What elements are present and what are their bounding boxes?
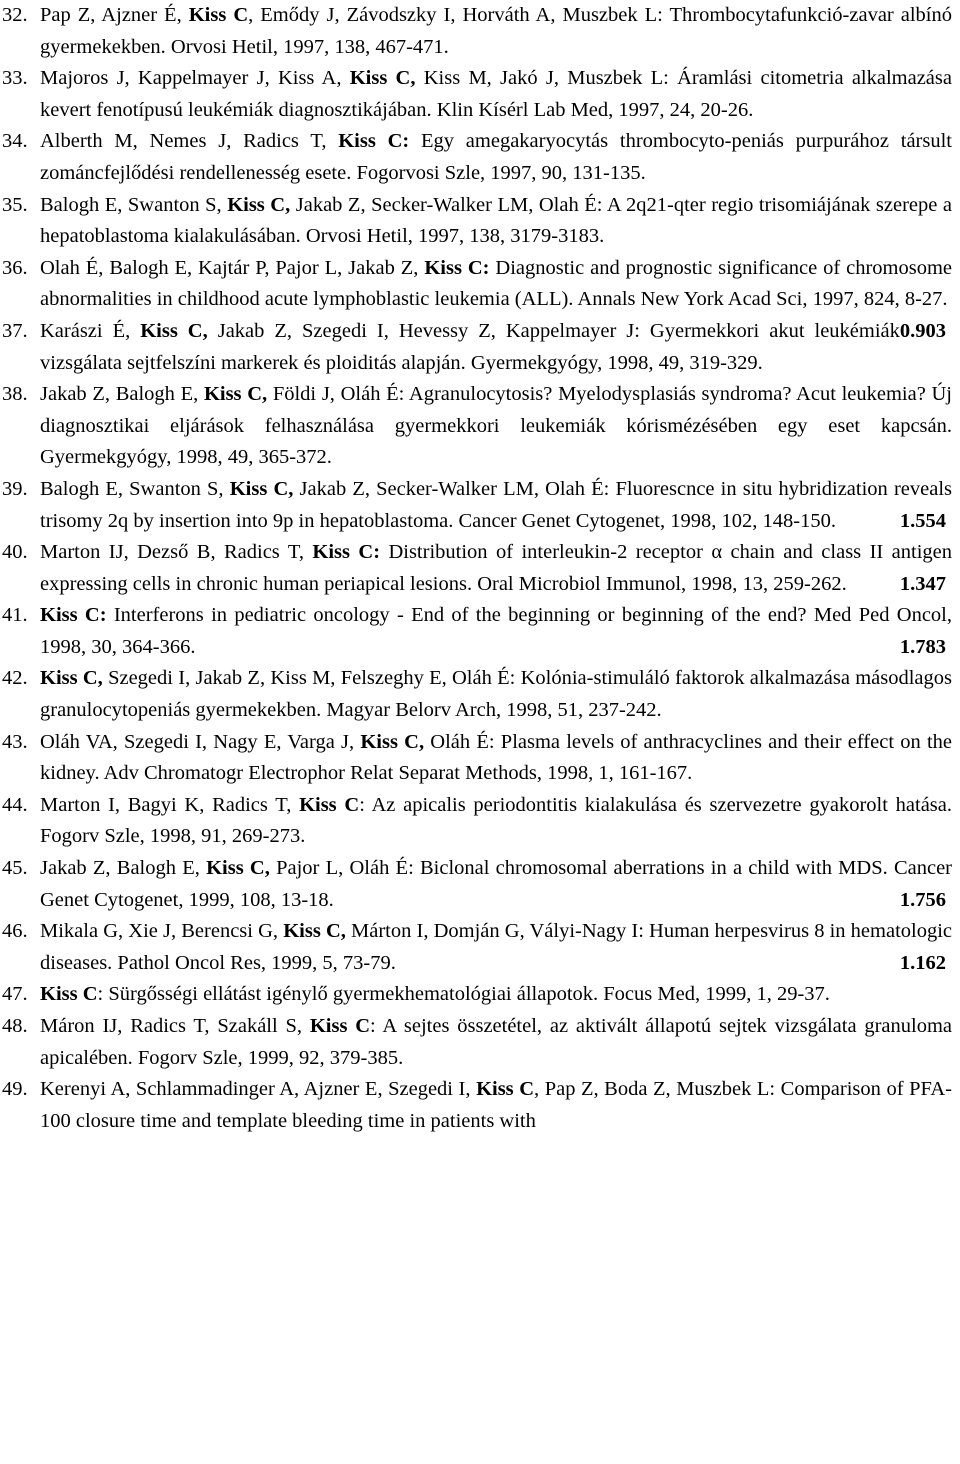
citation-text: Interferons in pediatric oncology - End of the beginning or beginning of the end? Med Ped Oncol, 1998, 30, 364-366. xyxy=(40,604,953,658)
citation-text: , Emődy J, Závodszky I, Horváth A, Muszbek L: Thrombocytafunkció-zavar albínó gyermekekben. Orvosi Hetil, 1997, 138, 467-471. xyxy=(40,4,952,58)
citation-text: Jakab Z, Balogh E, xyxy=(40,857,207,880)
author-highlight: Kiss C, xyxy=(140,319,208,342)
author-highlight: Kiss C, xyxy=(229,477,294,500)
citation-text: : Sürgősségi ellátást igénylő gyermekhematológiai állapotok. Focus Med, 1999, 1, 29-37. xyxy=(97,983,830,1006)
impact-factor: 1.756 xyxy=(899,888,946,911)
citation-text: , Pap Z, Boda Z, Muszbek L: Comparison of PFA-100 closure time and template bleeding time in patients with xyxy=(40,1078,952,1132)
citation-text: Jakab Z, Balogh E, xyxy=(40,383,204,406)
author-highlight: Kiss C xyxy=(309,1015,371,1037)
reference-item xyxy=(2,1074,952,1137)
citation-text: Alberth M, Nemes J, Radics T, xyxy=(40,130,339,153)
impact-factor: 0.903 xyxy=(899,319,946,342)
reference-number: 40. xyxy=(2,541,28,564)
reference-number: 36. xyxy=(2,256,28,279)
citation-text: Kiss M, Jakó J, Muszbek L: Áramlási citometria alkalmazása kevert fenotípusú leukémiák diagnosztikájában. Klin Kísérl Lab Med, 1997, 24, 20-26. xyxy=(40,67,952,121)
author-highlight: Kiss C, xyxy=(349,67,416,90)
author-highlight: Kiss C xyxy=(40,983,98,1006)
impact-factor: 1.554 xyxy=(899,509,946,532)
citation-text: Oláh É: Plasma levels of anthracyclines and their effect on the kidney. Adv Chromatogr Electrophor Relat Separat Methods, 1998, 1, 161-167. xyxy=(40,730,952,785)
reference-number: 44. xyxy=(2,793,28,816)
author-highlight: Kiss C, xyxy=(227,193,291,216)
reference-item xyxy=(2,537,952,600)
citation-text: Distribution of interleukin-2 receptor α chain and class II antigen expressing cells in chronic human periapical lesions. Oral Microbiol Immunol, 1998, 13, 259-262. xyxy=(40,541,952,595)
citation-text: Jakab Z, Secker-Walker LM, Olah É: A 2q21-qter regio trisomiájának szerepe a hepatoblastoma kialakulásában. Orvosi Hetil, 1997, 138, 3179-3183. xyxy=(40,193,952,248)
reference-number: 33. xyxy=(2,67,28,90)
citation-text: : A sejtes összetétel, az aktivált állapotú sejtek vizsgálata granuloma apicalében. Fogorv Szle, 1999, 92, 379-385. xyxy=(40,1015,953,1069)
citation-text: : Az apicalis periodontitis kialakulása és szervezetre gyakorolt hatása. Fogorv Szle, 1998, 91, 269-273. xyxy=(40,793,953,848)
reference-number: 42. xyxy=(2,667,28,690)
citation-text: Földi J, Oláh É: Agranulocytosis? Myelodysplasiás syndroma? Acut leukemia? Új diagnosztikai eljárások felhasználása gyermekkori leukemiák kórismézésében egy eset kapcsán. Gyermekgyógy, 1998, 49, 365-372. xyxy=(40,383,952,469)
reference-item xyxy=(2,979,952,1011)
author-highlight: Kiss C, xyxy=(283,920,346,943)
reference-item xyxy=(2,316,952,379)
reference-number: 46. xyxy=(2,920,28,943)
impact-factor: 1.162 xyxy=(899,951,946,974)
citation-text: Egy amegakaryocytás thrombocyto-peniás purpurához társult zománcfejlődési rendellenesség esete. Fogorvosi Szle, 1997, 90, 131-135. xyxy=(40,130,952,184)
reference-item xyxy=(2,379,952,474)
reference-item xyxy=(2,916,952,979)
citation-text: Karászi É, xyxy=(40,319,141,342)
citation-text: Balogh E, Swanton S, xyxy=(40,477,230,500)
author-highlight: Kiss C, xyxy=(203,383,268,406)
citation-text: Marton I, Bagyi K, Radics T, xyxy=(40,793,300,816)
author-highlight: Kiss C xyxy=(299,793,360,816)
citation-text: Olah É, Balogh E, Kajtár P, Pajor L, Jakab Z, xyxy=(40,256,425,279)
author-highlight: Kiss C, xyxy=(206,857,270,880)
reference-item xyxy=(2,0,952,63)
author-highlight: Kiss C xyxy=(476,1078,535,1101)
reference-item xyxy=(2,790,952,853)
citation-text: Jakab Z, Szegedi I, Hevessy Z, Kappelmayer J: Gyermekkori akut leukémiák vizsgálata sejtfelszíni markerek és ploiditás alapján. Gyermekgyógy, 1998, 49, 319-329. xyxy=(40,319,900,374)
reference-number: 45. xyxy=(2,857,28,880)
citation-text: Oláh VA, Szegedi I, Nagy E, Varga J, xyxy=(40,730,361,753)
citation-text: Jakab Z, Secker-Walker LM, Olah É: Fluorescnce in situ hybridization reveals trisomy 2q by insertion into 9p in hepatoblastoma. Cancer Genet Cytogenet, 1998, 102, 148-150. xyxy=(40,477,952,532)
reference-number: 38. xyxy=(2,383,28,406)
author-highlight: Kiss C: xyxy=(338,130,410,153)
citation-text: Pap Z, Ajzner É, xyxy=(40,4,189,26)
author-highlight: Kiss C xyxy=(188,4,249,26)
reference-number: 39. xyxy=(2,477,28,500)
reference-item xyxy=(2,853,952,916)
author-highlight: Kiss C, xyxy=(360,730,425,753)
impact-factor: 1.783 xyxy=(899,635,946,658)
reference-number: 35. xyxy=(2,193,28,216)
author-highlight: Kiss C: xyxy=(312,541,381,564)
reference-number: 43. xyxy=(2,730,28,753)
citation-text: Majoros J, Kappelmayer J, Kiss A, xyxy=(40,67,350,90)
author-highlight: Kiss C: xyxy=(40,604,107,627)
citation-text: Márton I, Domján G, Vályi-Nagy I: Human herpesvirus 8 in hematologic diseases. Pathol Oncol Res, 1999, 5, 73-79. xyxy=(40,920,952,974)
citation-text: Marton IJ, Dezső B, Radics T, xyxy=(40,541,313,564)
reference-item xyxy=(2,663,952,726)
reference-item xyxy=(2,727,952,790)
reference-number: 34. xyxy=(2,130,28,153)
citation-text: Kerenyi A, Schlammadinger A, Ajzner E, Szegedi I, xyxy=(40,1078,477,1101)
reference-number: 32. xyxy=(2,4,28,26)
reference-number: 48. xyxy=(2,1015,28,1037)
reference-number: 41. xyxy=(2,604,28,627)
impact-factor: 1.347 xyxy=(899,572,946,595)
author-highlight: Kiss C: xyxy=(424,256,490,279)
reference-number: 47. xyxy=(2,983,28,1006)
reference-item xyxy=(2,63,952,126)
citation-text: Máron IJ, Radics T, Szakáll S, xyxy=(40,1015,310,1037)
citation-text: Diagnostic and prognostic significance of chromosome abnormalities in childhood acute lymphoblastic leukemia (ALL). Annals New York Acad Sci, 1997, 824, 8-27. xyxy=(40,256,952,311)
reference-number: 49. xyxy=(2,1078,28,1101)
reference-item xyxy=(2,1011,952,1074)
citation-text: Szegedi I, Jakab Z, Kiss M, Felszeghy E, Oláh É: Kolónia-stimuláló faktorok alkalmazása másodlagos granulocytopeniás gyermekekben. Magyar Belorv Arch, 1998, 51, 237-242. xyxy=(40,667,953,722)
reference-number: 37. xyxy=(2,319,28,342)
reference-item xyxy=(2,190,952,253)
reference-item xyxy=(2,126,952,189)
citation-text: Mikala G, Xie J, Berencsi G, xyxy=(40,920,284,943)
citation-text: Balogh E, Swanton S, xyxy=(40,193,228,216)
author-highlight: Kiss C, xyxy=(40,667,103,690)
citation-text: Pajor L, Oláh É: Biclonal chromosomal aberrations in a child with MDS. Cancer Genet Cytogenet, 1999, 108, 13-18. xyxy=(40,857,953,911)
reference-item xyxy=(2,600,952,663)
reference-item xyxy=(2,474,952,537)
